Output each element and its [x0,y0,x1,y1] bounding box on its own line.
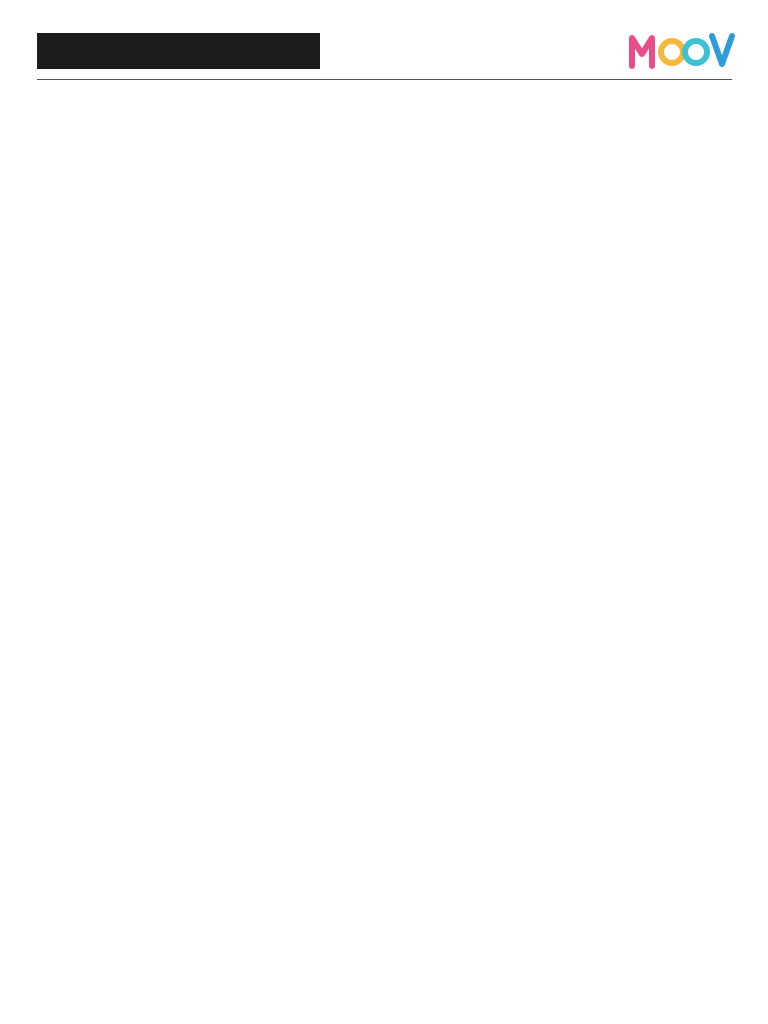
header-divider [37,79,732,80]
moovkids-logo [628,26,736,76]
page-title [37,33,320,69]
